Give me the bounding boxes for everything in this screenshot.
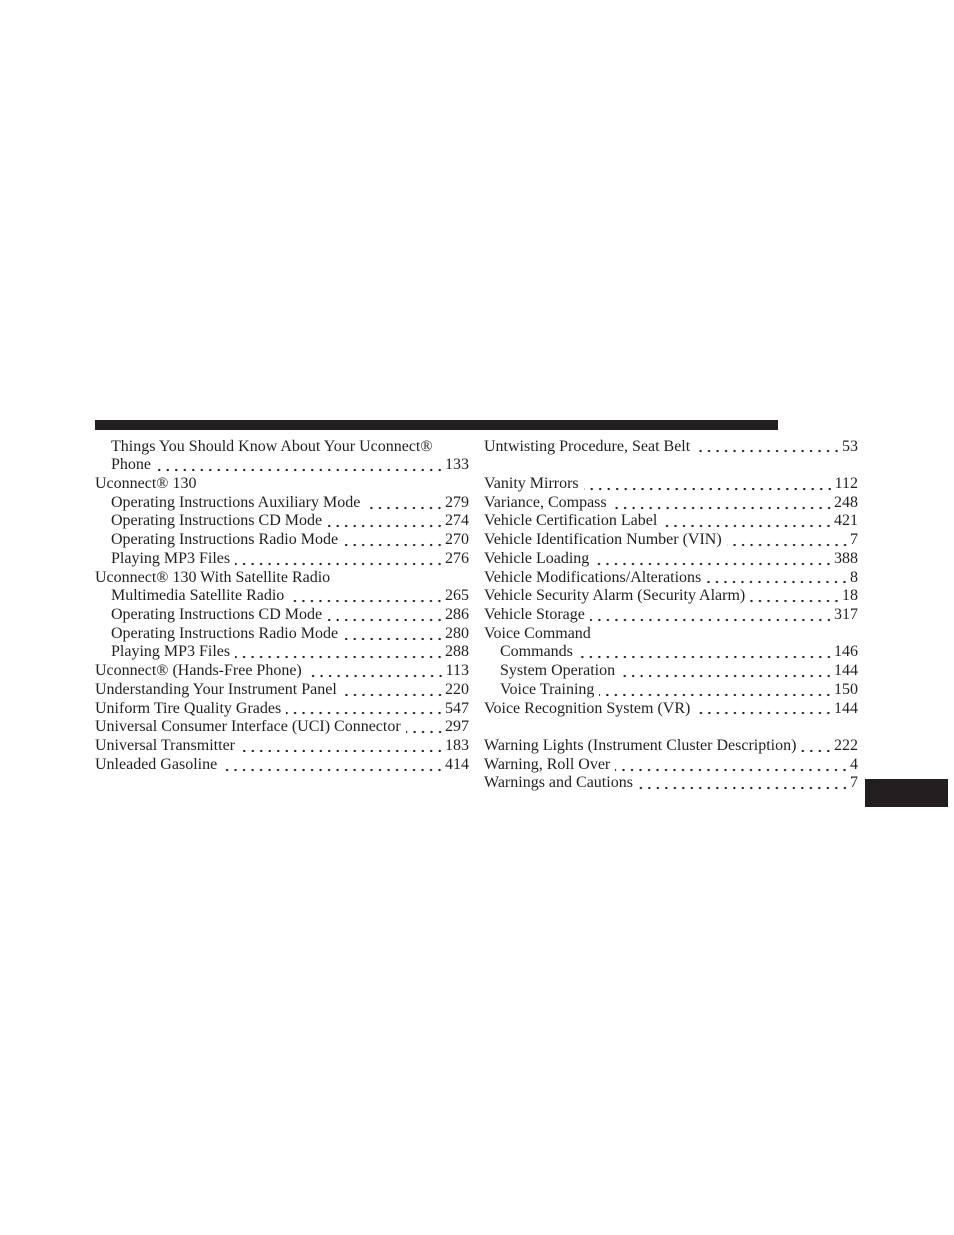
page-number: 421 [834, 512, 858, 530]
index-entry [95, 756, 469, 775]
page-number: 183 [445, 737, 469, 754]
index-entry [484, 494, 858, 513]
index-entry [484, 531, 858, 550]
dot-leader [695, 438, 841, 457]
index-entry-label: Voice Command [484, 624, 591, 642]
page-number: 146 [834, 643, 858, 661]
index-line [484, 625, 858, 644]
dot-leader [801, 737, 833, 756]
dot-leader [307, 662, 445, 681]
index-entry [484, 756, 858, 775]
dot-leader [706, 569, 849, 588]
index-entry-label: Uniform Tire Quality Grades [95, 699, 282, 717]
index-entry-label: Operating Instructions CD Mode [111, 512, 323, 530]
index-line [95, 756, 469, 775]
index-subentry [95, 550, 469, 569]
index-entry [95, 718, 469, 737]
index-entry-label: Operating Instructions Auxiliary Mode [111, 493, 361, 511]
index-line [484, 475, 858, 494]
index-line [484, 438, 858, 457]
page-number: 7 [850, 531, 858, 549]
index-line [111, 456, 469, 475]
page-number: 113 [445, 662, 469, 680]
dot-leader [289, 587, 444, 606]
index-line [484, 550, 858, 569]
index-entry-label: Things You Should Know About Your Uconnect® [111, 437, 433, 455]
index-letter-group [95, 438, 469, 775]
page-number: 279 [445, 493, 469, 511]
dot-leader [406, 718, 444, 737]
dot-leader [750, 587, 841, 606]
index-line [111, 587, 469, 606]
index-entry-label: Uconnect® 130 With Satellite Radio [95, 568, 331, 586]
index-line [95, 737, 469, 756]
dot-leader [235, 550, 444, 569]
index-line [484, 774, 858, 793]
dot-leader [342, 681, 444, 700]
index-line [111, 643, 469, 662]
dot-leader [727, 531, 849, 550]
index-line [111, 625, 469, 644]
index-entry-label: Voice Recognition System (VR) [484, 699, 691, 717]
index-entry-label: Vehicle Security Alarm (Security Alarm) [484, 587, 746, 605]
index-entry [95, 475, 469, 569]
index-entry-label: Variance, Compass [484, 493, 607, 511]
page-number: 288 [445, 643, 469, 661]
index-entry-label: Multimedia Satellite Radio [111, 587, 285, 605]
dot-leader [662, 512, 833, 531]
index-line [484, 494, 858, 513]
index-entry [95, 681, 469, 700]
index-entry [484, 700, 858, 719]
index-entry-label: Operating Instructions Radio Mode [111, 624, 339, 642]
index-subentry [95, 625, 469, 644]
dot-leader [235, 643, 444, 662]
index-entry [484, 550, 858, 569]
page-number: 144 [834, 699, 858, 717]
index-entry [484, 569, 858, 588]
index-line [111, 531, 469, 550]
index-entry [95, 737, 469, 756]
index-line [111, 438, 469, 457]
index-line [484, 737, 858, 756]
dot-leader [612, 494, 833, 513]
index-subentry [95, 494, 469, 513]
dot-leader [578, 643, 833, 662]
index-entry-label: Universal Transmitter [95, 737, 235, 754]
dot-leader [222, 756, 444, 775]
page-number: 388 [834, 549, 858, 567]
index-entry-label: Vehicle Identification Number (VIN) [484, 531, 722, 549]
index-line [95, 718, 469, 737]
page-number: 317 [834, 605, 858, 623]
index-entry [95, 700, 469, 719]
page-number: 222 [834, 737, 858, 754]
dot-leader [599, 681, 833, 700]
index-subentry [95, 531, 469, 550]
index-entry-label: Phone [111, 456, 151, 474]
index-entry-label: Understanding Your Instrument Panel [95, 680, 337, 698]
index-subentry [484, 662, 858, 681]
page-number: 414 [445, 755, 469, 773]
index-entry-label: Unleaded Gasoline [95, 755, 218, 773]
index-line [111, 494, 469, 513]
index-entry-label: Operating Instructions CD Mode [111, 605, 323, 623]
index-entry [484, 774, 858, 793]
top-rule [95, 420, 778, 430]
index-entry [484, 512, 858, 531]
index-line [95, 681, 469, 700]
index-entry-label: Vehicle Modifications/Alterations [484, 568, 702, 586]
index-entry [484, 606, 858, 625]
dot-leader [615, 756, 849, 775]
index-line [484, 587, 858, 606]
page-number: 144 [834, 662, 858, 680]
index-entry-label: Universal Consumer Interface (UCI) Connector [95, 718, 401, 736]
page-number: 270 [445, 531, 469, 549]
index-entry-label: Playing MP3 Files [111, 549, 231, 567]
page-number: 4 [850, 755, 858, 773]
index-entry [484, 625, 858, 700]
index-entry [484, 475, 858, 494]
index-line [95, 475, 469, 494]
index-entry-label: Vehicle Loading [484, 549, 590, 567]
index-entry-label: Warning, Roll Over [484, 755, 611, 773]
index-line [484, 569, 858, 588]
index-letter-group [484, 737, 858, 793]
index-line [484, 700, 858, 719]
page-number: 220 [445, 680, 469, 698]
page-number: 547 [445, 699, 469, 717]
index-line [111, 606, 469, 625]
index-entry [484, 737, 858, 756]
page-number: 150 [834, 680, 858, 698]
dot-leader [695, 700, 833, 719]
index-line [484, 756, 858, 775]
index-column-left [95, 438, 469, 775]
index-line [484, 531, 858, 550]
index-subentry [484, 643, 858, 662]
index-entry-label: Operating Instructions Radio Mode [111, 531, 339, 549]
index-line [484, 606, 858, 625]
index-entry-label: Uconnect® 130 [95, 474, 197, 492]
page-number: 133 [445, 456, 469, 474]
index-line [500, 681, 858, 700]
page-number: 8 [850, 568, 858, 586]
page-number: 265 [445, 587, 469, 605]
dot-leader [620, 662, 833, 681]
index-entry-label: Vanity Mirrors [484, 474, 579, 492]
index-subentry [95, 606, 469, 625]
index-subentry [95, 512, 469, 531]
dot-leader [343, 625, 444, 644]
dot-leader [365, 494, 444, 513]
index-line [484, 512, 858, 531]
index-line [95, 569, 469, 588]
page-number: 286 [445, 605, 469, 623]
page-number: 280 [445, 624, 469, 642]
index-entry [95, 569, 469, 663]
section-tab [865, 779, 948, 807]
dot-leader [584, 475, 834, 494]
index-letter-group [484, 438, 858, 457]
dot-leader [327, 606, 444, 625]
page-number: 112 [834, 474, 858, 492]
index-entry [484, 587, 858, 606]
index-entry-label: Vehicle Storage [484, 605, 585, 623]
page-number: 276 [445, 549, 469, 567]
index-line [111, 550, 469, 569]
index-entry-label: Vehicle Certification Label [484, 512, 658, 530]
index-entry [484, 438, 858, 457]
dot-leader [286, 700, 444, 719]
index-entry-label: Commands [500, 643, 573, 661]
page-number: 7 [850, 774, 858, 792]
index-subentry [95, 643, 469, 662]
dot-leader [638, 774, 849, 793]
index-entry-label: Warning Lights (Instrument Cluster Description) [484, 737, 797, 754]
page-number: 18 [842, 587, 858, 605]
index-subentry [484, 681, 858, 700]
index-subentry [95, 587, 469, 606]
index-line [111, 512, 469, 531]
dot-leader [240, 737, 444, 756]
index-entry-label: System Operation [500, 662, 616, 680]
index-entry-label: Untwisting Procedure, Seat Belt [484, 437, 691, 455]
index-entry [95, 662, 469, 681]
index-letter-group [484, 475, 858, 718]
dot-leader [594, 550, 833, 569]
dot-leader [156, 456, 444, 475]
index-line [95, 700, 469, 719]
index-column-right [484, 438, 858, 794]
page-number: 274 [445, 512, 469, 530]
index-entry-label: Voice Training [500, 680, 595, 698]
index-entry [95, 438, 469, 475]
index-entry-label: Warnings and Cautions [484, 774, 633, 792]
index-entry-label: Playing MP3 Files [111, 643, 231, 661]
index-entry-label: Uconnect® (Hands-Free Phone) [95, 662, 302, 680]
page-number: 297 [445, 718, 469, 736]
page-number: 248 [834, 493, 858, 511]
index-subentry [95, 438, 469, 475]
index-line [95, 662, 469, 681]
dot-leader [590, 606, 833, 625]
dot-leader [343, 531, 444, 550]
index-line [500, 643, 858, 662]
page-number: 53 [842, 437, 858, 455]
dot-leader [327, 512, 444, 531]
index-line [500, 662, 858, 681]
